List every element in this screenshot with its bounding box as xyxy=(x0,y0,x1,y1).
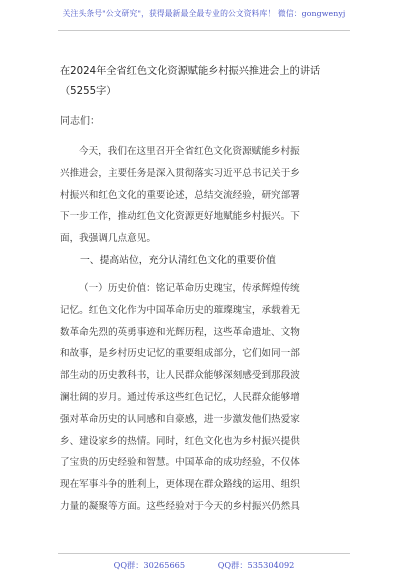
text-line: 现在军事斗争的胜利上，更体现在群众路线的运用、组织 xyxy=(60,479,300,491)
header-divider xyxy=(58,30,350,31)
text-line: 记忆。红色文化作为中国革命历史的璀璨瑰宝，承载着无 xyxy=(60,304,300,316)
document-title xyxy=(60,62,352,102)
text-line: 数革命先烈的英勇事迹和光辉历程，这些革命遗址、文物 xyxy=(60,326,300,338)
section-heading: 一、提高站位，充分认清红色文化的重要价值 xyxy=(80,255,276,266)
text-line: 澜壮阔的岁月。通过传承这些红色记忆，人民群众能够增 xyxy=(60,391,300,403)
text-line: 力量的凝聚等方面。这些经验对于今天的乡村振兴仍然具 xyxy=(60,500,300,512)
title-line-1: 在2024年全省红色文化资源赋能乡村振兴推进会上的讲话 xyxy=(60,66,321,77)
text-line: 今天，我们在这里召开全省红色文化资源赋能乡村振 xyxy=(79,146,300,157)
text-line: 部生动的历史教科书，让人民群众能够深刻感受到那段波 xyxy=(60,370,300,382)
footer-qq-group-1: QQ群：30265665 xyxy=(113,560,186,570)
text-line: 乡、建设家乡的热情。同时，红色文化也为乡村振兴提供 xyxy=(60,435,300,447)
body-paragraph xyxy=(60,278,352,518)
footer xyxy=(0,560,408,571)
text-line: 村振兴和红色文化的重要论述，总结交流经验，研究部署 xyxy=(60,189,300,201)
text-line: 强对革命历史的认同感和自豪感，进一步激发他们热爱家 xyxy=(60,413,300,425)
footer-qq-group-2: QQ群：535304092 xyxy=(217,560,295,570)
title-line-2: （5255字） xyxy=(60,86,117,97)
top-banner: 关注头条号"公文研究"，获得最新最全最专业的公文资料库！ 微信：gongwenyj xyxy=(62,9,346,18)
text-line: 面，我强调几点意见。 xyxy=(60,233,156,245)
text-line: 下一步工作，推动红色文化资源更好地赋能乡村振兴。下 xyxy=(60,211,300,223)
text-line: 兴推进会，主要任务是深入贯彻落实习近平总书记关于乡 xyxy=(60,167,300,179)
greeting: 同志们： xyxy=(60,116,100,127)
footer-divider xyxy=(58,553,350,554)
text-line: 了宝贵的历史经验和智慧。中国革命的成功经验，不仅体 xyxy=(60,457,300,469)
text-line: （一）历史价值：铭记革命历史瑰宝，传承辉煌传统 xyxy=(79,283,300,294)
text-line: 和故事，是乡村历史记忆的重要组成部分，它们如同一部 xyxy=(60,348,300,360)
intro-paragraph xyxy=(60,141,352,250)
